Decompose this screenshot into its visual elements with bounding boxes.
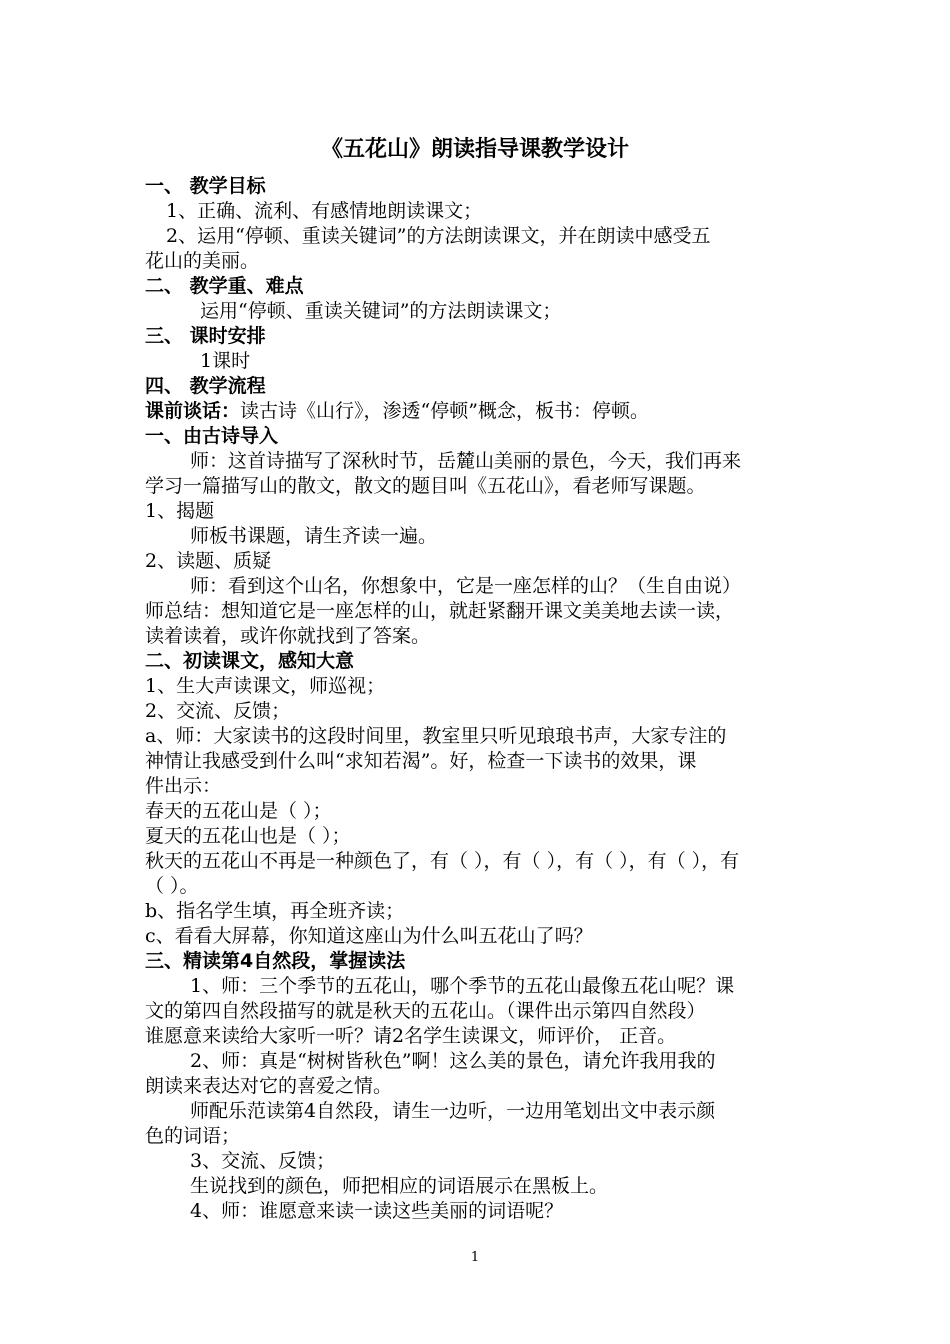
text-line: 花山的美丽。 bbox=[145, 250, 260, 272]
text-line: 秋天的五花山不再是一种颜色了，有（ ），有（ ），有（ ），有（ ），有 bbox=[145, 850, 740, 872]
text-line: 3、交流、反馈； bbox=[190, 1150, 336, 1172]
text-line: 读着读着，或许你就找到了答案。 bbox=[145, 625, 431, 647]
text-line: 2、读题、质疑 bbox=[145, 550, 272, 572]
text-line: 件出示： bbox=[145, 775, 222, 797]
section-heading: 一、 教学目标 bbox=[145, 175, 266, 197]
section-heading: 一、由古诗导入 bbox=[145, 425, 279, 447]
text-line: 1、揭题 bbox=[145, 500, 215, 522]
text-line: 师总结：想知道它是一座怎样的山，就赶紧翻开课文美美地去读一读， bbox=[145, 600, 735, 622]
text-line: 运用“停顿、重读关键词”的方法朗读课文； bbox=[200, 300, 562, 322]
text-line: 师配乐范读第4自然段，请生一边听，一边用笔划出文中表示颜 bbox=[190, 1100, 716, 1122]
text-line: 师板书课题，请生齐读一遍。 bbox=[190, 525, 438, 547]
text-line: 师：这首诗描写了深秋时节，岳麓山美丽的景色，今天，我们再来 bbox=[190, 450, 742, 472]
text-line: 神情让我感受到什么叫“求知若渴”。好，检查一下读书的效果，课 bbox=[145, 750, 697, 772]
section-heading: 四、 教学流程 bbox=[145, 375, 266, 397]
section-heading: 二、初读课文，感知大意 bbox=[145, 650, 355, 672]
text-line: 1课时 bbox=[200, 350, 251, 372]
text-line: b、指名学生填，再全班齐读； bbox=[145, 900, 405, 922]
text-line: c、看看大屏幕，你知道这座山为什么叫五花山了吗？ bbox=[145, 925, 593, 947]
section-heading: 三、 课时安排 bbox=[145, 325, 266, 347]
text-line: 学习一篇描写山的散文，散文的题目叫《五花山》，看老师写课题。 bbox=[145, 475, 706, 497]
pre-class-text: 读古诗《山行》，渗透“停顿”概念，板书：停顿。 bbox=[240, 400, 649, 422]
text-line: a、师：大家读书的这段时间里，教室里只听见琅琅书声，大家专注的 bbox=[145, 725, 727, 747]
pre-class-talk bbox=[145, 399, 825, 424]
section-heading: 三、精读第4自然段，掌握读法 bbox=[145, 950, 406, 972]
text-line: 师：看到这个山名，你想象中，它是一座怎样的山？（生自由说） bbox=[190, 575, 742, 597]
text-line: 1、正确、流利、有感情地朗读课文； bbox=[166, 200, 483, 222]
pre-class-label: 课前谈话： bbox=[145, 400, 241, 422]
text-line: 1、师：三个季节的五花山，哪个季节的五花山最像五花山呢？课 bbox=[190, 975, 735, 997]
text-line: 朗读来表达对它的喜爱之情。 bbox=[145, 1075, 393, 1097]
page-number: 1 bbox=[470, 1250, 480, 1265]
text-line: 4、师：谁愿意来读一读这些美丽的词语呢？ bbox=[190, 1200, 564, 1222]
text-line: 生说找到的颜色，师把相应的词语展示在黑板上。 bbox=[190, 1175, 609, 1197]
section-heading: 二、 教学重、难点 bbox=[145, 275, 304, 297]
text-line: 2、师：真是“树树皆秋色”啊！这么美的景色，请允许我用我的 bbox=[190, 1050, 716, 1072]
text-line: （ ）。 bbox=[145, 875, 199, 897]
document-title: 《五花山》朗读指导课教学设计 bbox=[320, 137, 629, 162]
text-line: 夏天的五花山也是（ ）； bbox=[145, 825, 351, 847]
text-line: 春天的五花山是（ ）； bbox=[145, 800, 332, 822]
text-line: 2、运用“停顿、重读关键词”的方法朗读课文，并在朗读中感受五 bbox=[166, 225, 711, 247]
text-line: 色的词语； bbox=[145, 1125, 241, 1147]
text-line: 谁愿意来读给大家听一听？请2名学生读课文，师评价， 正音。 bbox=[145, 1025, 677, 1047]
text-line: 1、生大声读课文，师巡视； bbox=[145, 675, 386, 697]
text-line: 文的第四自然段描写的就是秋天的五花山。（课件出示第四自然段） bbox=[145, 1000, 706, 1022]
text-line: 2、交流、反馈； bbox=[145, 700, 291, 722]
